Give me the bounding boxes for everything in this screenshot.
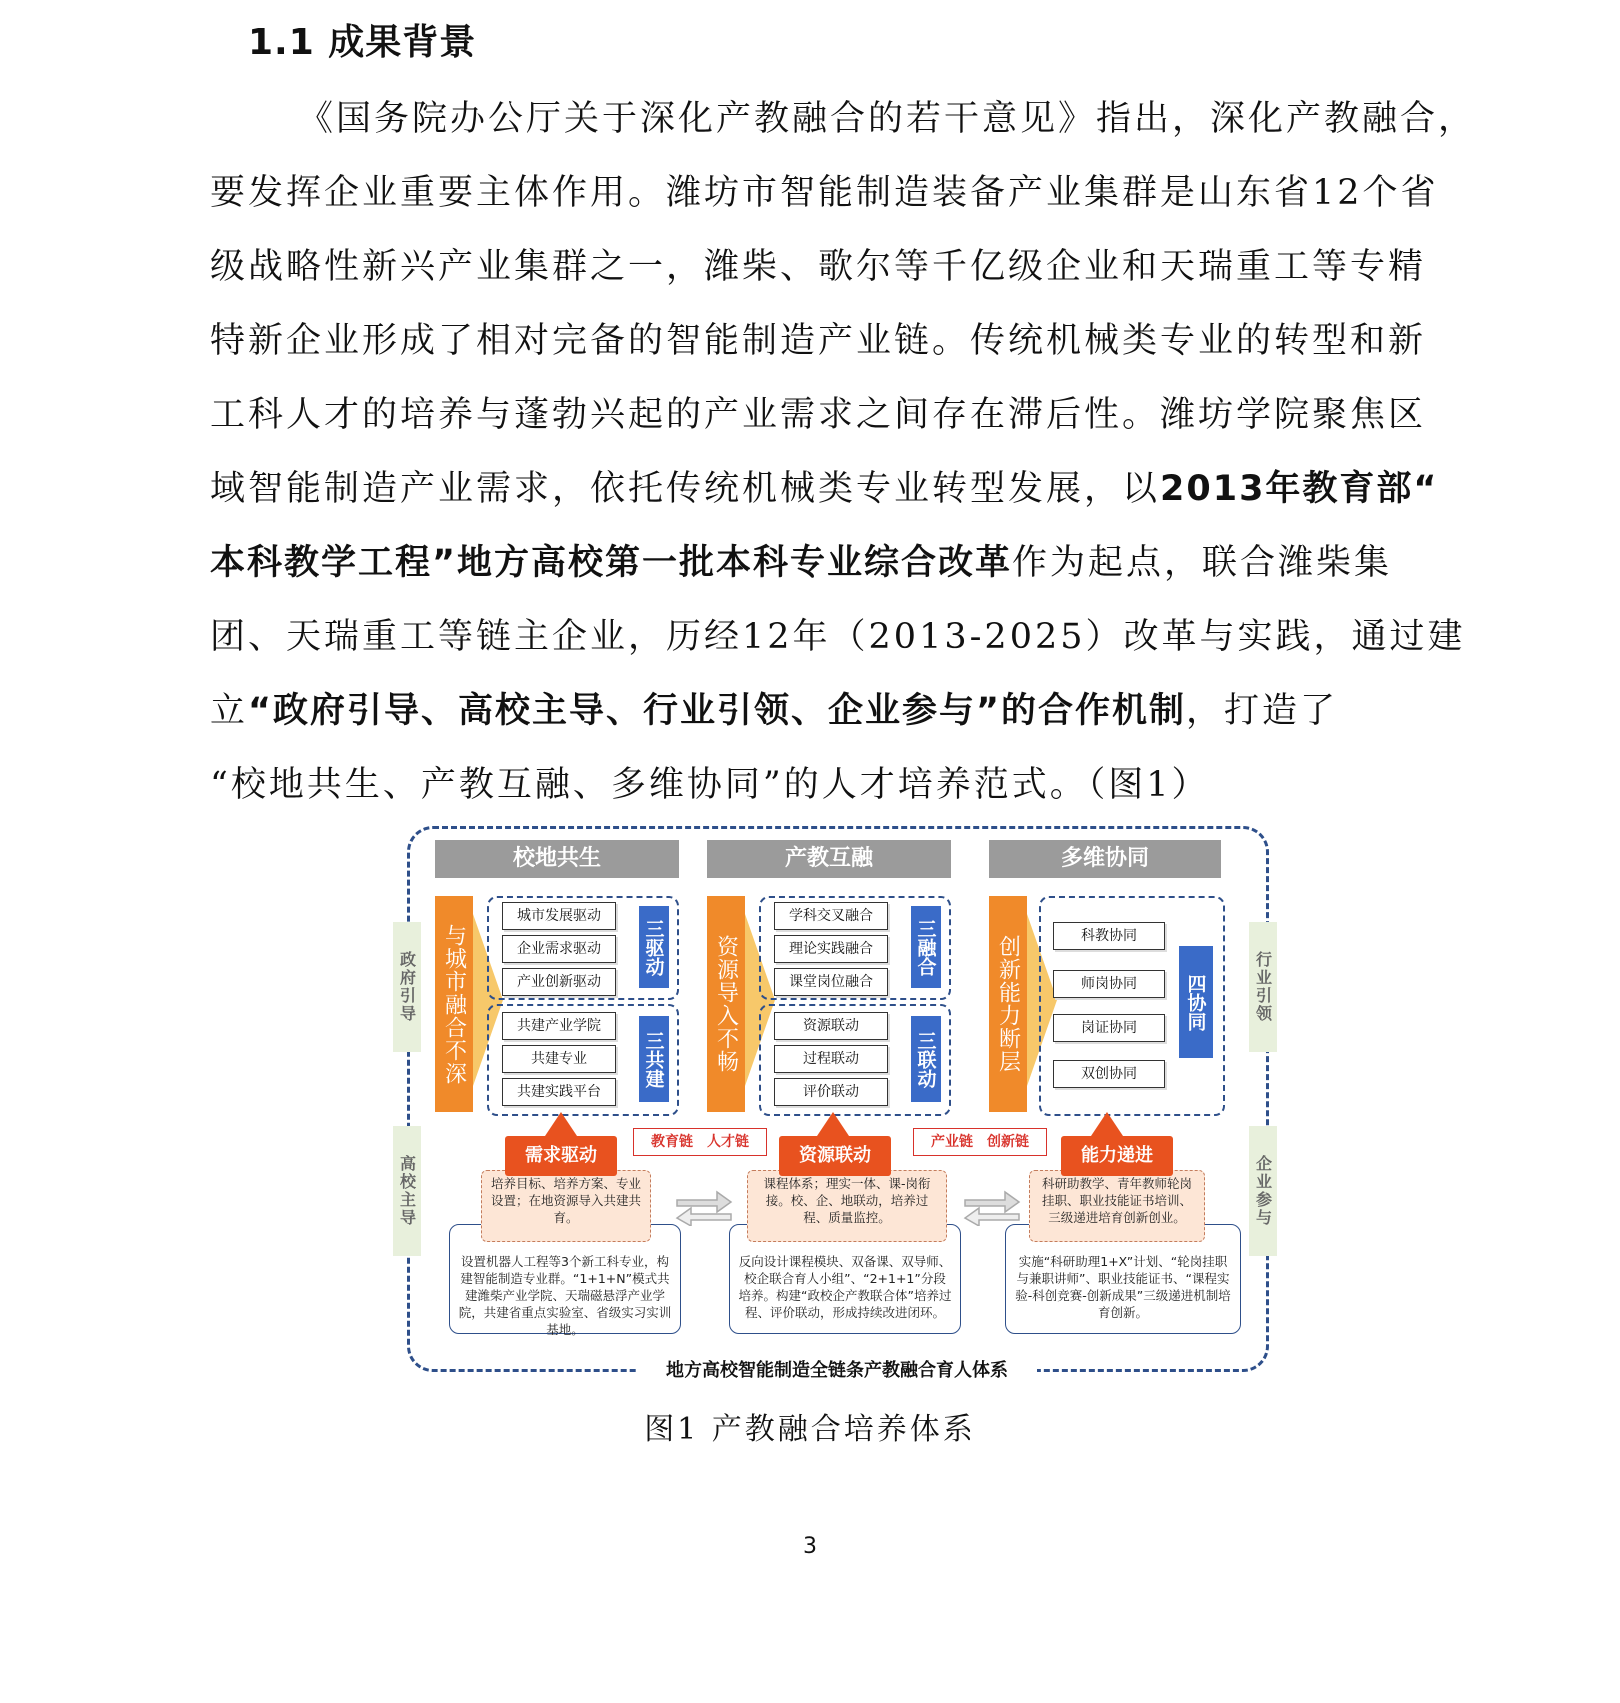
para-line-3: 级战略性新兴产业集群之一，潍柴、歌尔等千亿级企业和天瑞重工等专精	[210, 247, 1427, 287]
blue-box-2b: 三联动	[911, 1016, 941, 1102]
item-2a-1: 学科交叉融合	[774, 902, 888, 930]
item-2a-3: 课堂岗位融合	[774, 968, 888, 996]
side-label-gov: 政府引导	[393, 922, 421, 1052]
col-head-1: 校地共生	[435, 840, 679, 878]
section-heading: 1.1 成果背景	[248, 22, 477, 63]
orange-bar-1: 与城市融合不深	[435, 896, 473, 1112]
item-2b-1: 资源联动	[774, 1012, 888, 1040]
blue-box-1a: 三驱动	[639, 906, 669, 988]
low-box-2: 反向设计课程模块、双备课、双导师、校企联合育人小组”、“2+1+1”分段培养。构建“政校企产教联合体”培养过程、评价联动，形成持续改进闭环。	[729, 1224, 961, 1334]
para-line-4: 特新企业形成了相对完备的智能制造产业链。传统机械类专业的转型和新	[210, 321, 1427, 361]
item-2a-2: 理论实践融合	[774, 935, 888, 963]
figure-title: 地方高校智能制造全链条产教融合育人体系	[637, 1356, 1037, 1382]
para-bold-2: “政府引导、高校主导、行业引领、企业参与”的合作机制	[248, 691, 1187, 731]
item-3-4: 双创协同	[1053, 1060, 1165, 1088]
pink-box-2: 课程体系；理实一体、课-岗衔接。校、企、地联动，培养过程、质量监控。	[747, 1170, 947, 1242]
side-label-industry: 行业引领	[1249, 922, 1277, 1052]
up-arrow-1	[545, 1112, 577, 1136]
para-line-6-text: 域智能制造产业需求，依托传统机械类专业转型发展，以	[210, 469, 1161, 509]
para-line-7-bold: 本科教学工程”地方高校第一批本科专业综合改革	[210, 543, 1013, 583]
para-line-5: 工科人才的培养与蓬勃兴起的产业需求之间存在滞后性。潍坊学院聚焦区	[210, 395, 1427, 435]
blue-box-3: 四协同	[1179, 946, 1213, 1058]
side-label-enterprise: 企业参与	[1249, 1126, 1277, 1256]
item-3-3: 岗证协同	[1053, 1014, 1165, 1042]
blue-box-2a: 三融合	[911, 906, 941, 988]
item-3-2: 师岗协同	[1053, 970, 1165, 998]
blue-box-1b: 三共建	[639, 1016, 669, 1102]
red-button-ability: 能力递进	[1061, 1136, 1173, 1176]
item-1a-2: 企业需求驱动	[502, 935, 616, 963]
para-line-1: 《国务院办公厅关于深化产教融合的若干意见》指出，深化产教融合，	[298, 99, 1477, 139]
low-box-1: 设置机器人工程等3个新工科专业，构建智能制造专业群。“1+1+N”模式共建潍柴产业学院、天瑞磁悬浮产业学院，共建省重点实验室、省级实习实训基地。	[449, 1224, 681, 1334]
exchange-arrow-icon-2	[961, 1186, 1023, 1226]
orange-bar-3: 创新能力断层	[989, 896, 1027, 1112]
para-line-7-tail: 作为起点，联合潍柴集	[1012, 543, 1393, 583]
para-line-7	[210, 526, 1435, 600]
para-line-9	[210, 674, 1435, 748]
background-paragraph	[210, 82, 1477, 822]
item-1a-3: 产业创新驱动	[502, 968, 616, 996]
side-label-univ: 高校主导	[393, 1126, 421, 1256]
chain-label-1: 教育链 人才链	[633, 1128, 767, 1156]
pink-box-1: 培养目标、培养方案、专业设置；在地资源导入共建共育。	[481, 1170, 651, 1242]
red-button-resource: 资源联动	[779, 1136, 891, 1176]
item-1b-3: 共建实践平台	[502, 1078, 616, 1106]
para-line-2: 要发挥企业重要主体作用。潍坊市智能制造装备产业集群是山东省12个省	[210, 173, 1439, 213]
figure-caption: 图1 产教融合培养体系	[644, 1412, 976, 1447]
up-arrow-2	[817, 1112, 849, 1136]
item-1b-2: 共建专业	[502, 1045, 616, 1073]
low-box-3: 实施“科研助理1+X”计划、“轮岗挂职与兼职讲师”、职业技能证书、“课程实验-科创竞赛-创新成果”三级递进机制培育创新。	[1005, 1224, 1241, 1334]
para-line-6	[210, 452, 1439, 526]
para-line-10: “校地共生、产教互融、多维协同”的人才培养范式。（图1）	[210, 765, 1210, 805]
item-2b-3: 评价联动	[774, 1078, 888, 1106]
page-number: 3	[803, 1534, 817, 1559]
para-bold-1: 2013年教育部“	[1160, 469, 1439, 509]
framework-figure	[397, 826, 1273, 1384]
exchange-arrow-icon-1	[673, 1186, 735, 1226]
pink-box-3: 科研助教学、青年教师轮岗挂职、职业技能证书培训、三级递进培育创新创业。	[1029, 1170, 1205, 1242]
orange-bar-2: 资源导入不畅	[707, 896, 745, 1112]
item-1a-1: 城市发展驱动	[502, 902, 616, 930]
para-line-9-tail: ，打造了	[1186, 691, 1339, 731]
para-line-8: 团、天瑞重工等链主企业，历经12年（2013-2025）改革与实践，通过建	[210, 617, 1466, 657]
para-line-9-lead: 立	[210, 691, 249, 731]
col-head-3: 多维协同	[989, 840, 1221, 878]
up-arrow-3	[1091, 1112, 1123, 1136]
chain-label-2: 产业链 创新链	[913, 1128, 1047, 1156]
item-1b-1: 共建产业学院	[502, 1012, 616, 1040]
col-head-2: 产教互融	[707, 840, 951, 878]
item-3-1: 科教协同	[1053, 922, 1165, 950]
red-button-demand: 需求驱动	[505, 1136, 617, 1176]
item-2b-2: 过程联动	[774, 1045, 888, 1073]
